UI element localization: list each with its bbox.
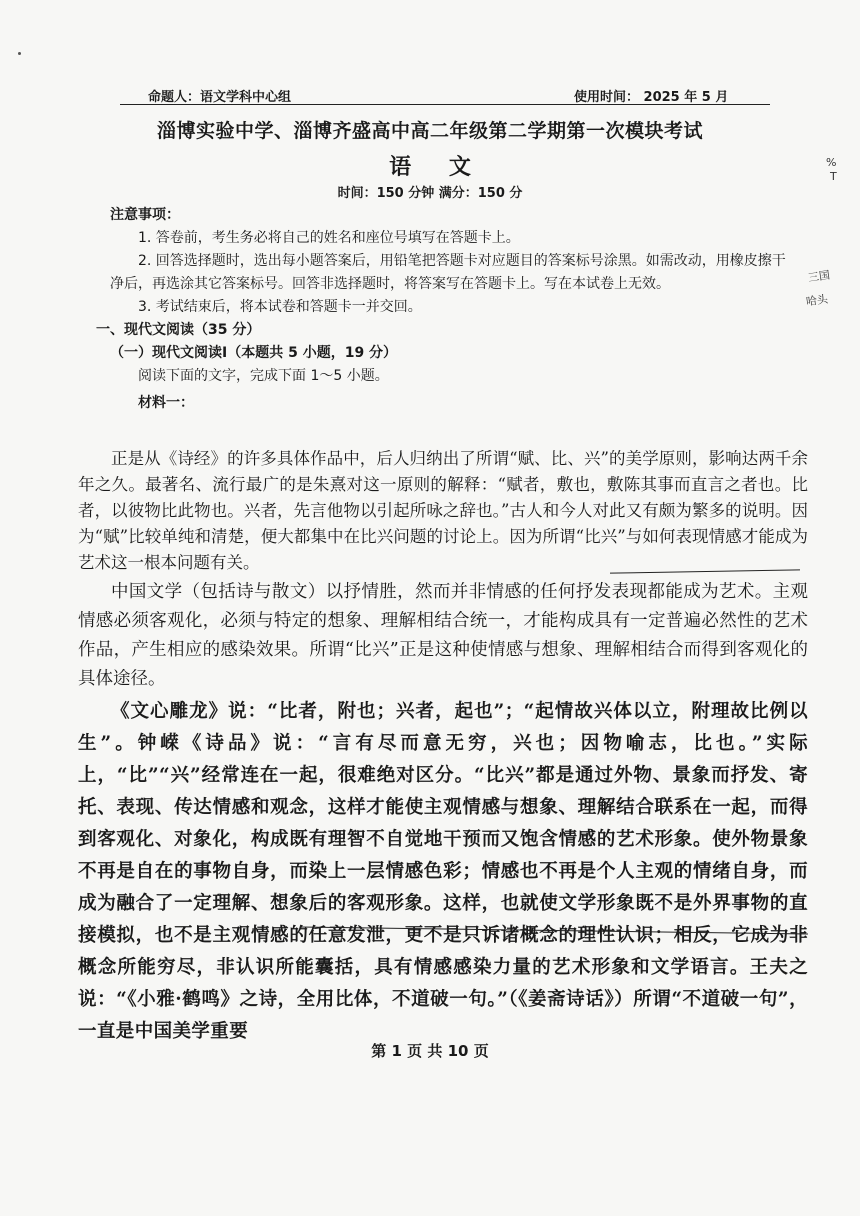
page-footer: 第 1 页 共 10 页 [371,1042,489,1060]
notice-block [96,204,790,415]
notice-item-3: 3. 考试结束后，将本试卷和答题卡一并交回。 [138,299,422,315]
notice-item-1: 1. 答卷前，考生务必将自己的姓名和座位号填写在答题卡上。 [138,230,520,246]
margin-note: T [830,170,837,183]
scan-speck [18,52,21,55]
material-label: 材料一： [138,395,194,411]
exam-title: 淄博实验中学、淄博齐盛高中高二年级第二学期第一次模块考试 [156,120,703,142]
margin-note: % [826,156,837,169]
header-rule [120,104,770,105]
header-date: 使用时间： 2025 年 5 月 [574,90,729,105]
header-author: 命题人：语文学科中心组 [148,90,292,105]
passage-body [78,446,808,1050]
paragraph-1: 正是从《诗经》的许多具体作品中，后人归纳出了所谓“赋、比、兴”的美学原则，影响达两千余年之久。最著名、流行最广的是朱熹对这一原则的解释：“赋者，敷也，敷陈其事而直言之者也。比者，以彼物比此物也。兴者，先言他物以引起所咏之辞也。”古人和今人对此又有颇为繁多的说明。因为“赋”比较单纯和清楚，便大都集中在比兴问题的讨论上。因为所谓“比兴”与如何表现情感才能成为艺术这一根本问题有关。 [78,449,808,572]
subsection-heading: （一）现代文阅读Ⅰ（本题共 5 小题，19 分） [110,345,398,361]
notice-heading: 注意事项： [110,207,180,223]
paragraph-2: 中国文学（包括诗与散文）以抒情胜，然而并非情感的任何抒发表现都能成为艺术。主观情感必须客观化，必须与特定的想象、理解相结合统一，才能构成具有一定普遍必然性的艺术作品，产生相应的感染效果。所谓“比兴”正是这种使情感与想象、理解相结合而得到客观化的具体途径。 [78,582,808,689]
margin-note: 哈头 [805,292,829,309]
section-heading: 一、现代文阅读（35 分） [96,322,261,338]
notice-item-2: 2. 回答选择题时，选出每小题答案后，用铅笔把答题卡对应题目的答案标号涂黑。如需改动，用橡皮擦干净后，再选涂其它答案标号。回答非选择题时，将答案写在答题卡上。写在本试卷上无效。 [110,253,786,292]
margin-note: 三国 [807,268,831,285]
paragraph-3: 《文心雕龙》说：“比者，附也；兴者，起也”；“起情故兴体以立，附理故比例以生”。钟嵘《诗品》说：“言有尽而意无穷，兴也；因物喻志，比也。”实际上，“比”“兴”经常连在一起，很难绝对区分。“比兴”都是通过外物、景象而抒发、寄托、表现、传达情感和观念，这样才能使主观情感与想象、理解结合联系在一起，而得到客观化、对象化，构成既有理智不自觉地干预而又饱含情感的艺术形象。使外物景象不再是自在的事物自身，而染上一层情感色彩；情感也不再是个人主观的情绪自身，而成为融合了一定理解、想象后的客观形象。这样，也就使文学形象既不是外界事物的直接模拟，也不是主观情感的任意发泄，更不是只诉诸概念的理性认识；相反，它成为非概念所能穷尽，非认识所能囊括，具有情感感染力量的艺术形象和文学语言。王夫之说：“《小雅·鹤鸣》之诗，全用比体，不道破一句。”（《姜斋诗话》）所谓“不道破一句”，一直是中国美学重要 [78,701,808,1042]
reading-instruction: 阅读下面的文字，完成下面 1～5 小题。 [138,368,389,384]
subject-title: 语 文 [389,154,471,180]
time-info: 时间：150 分钟 满分：150 分 [337,186,523,201]
